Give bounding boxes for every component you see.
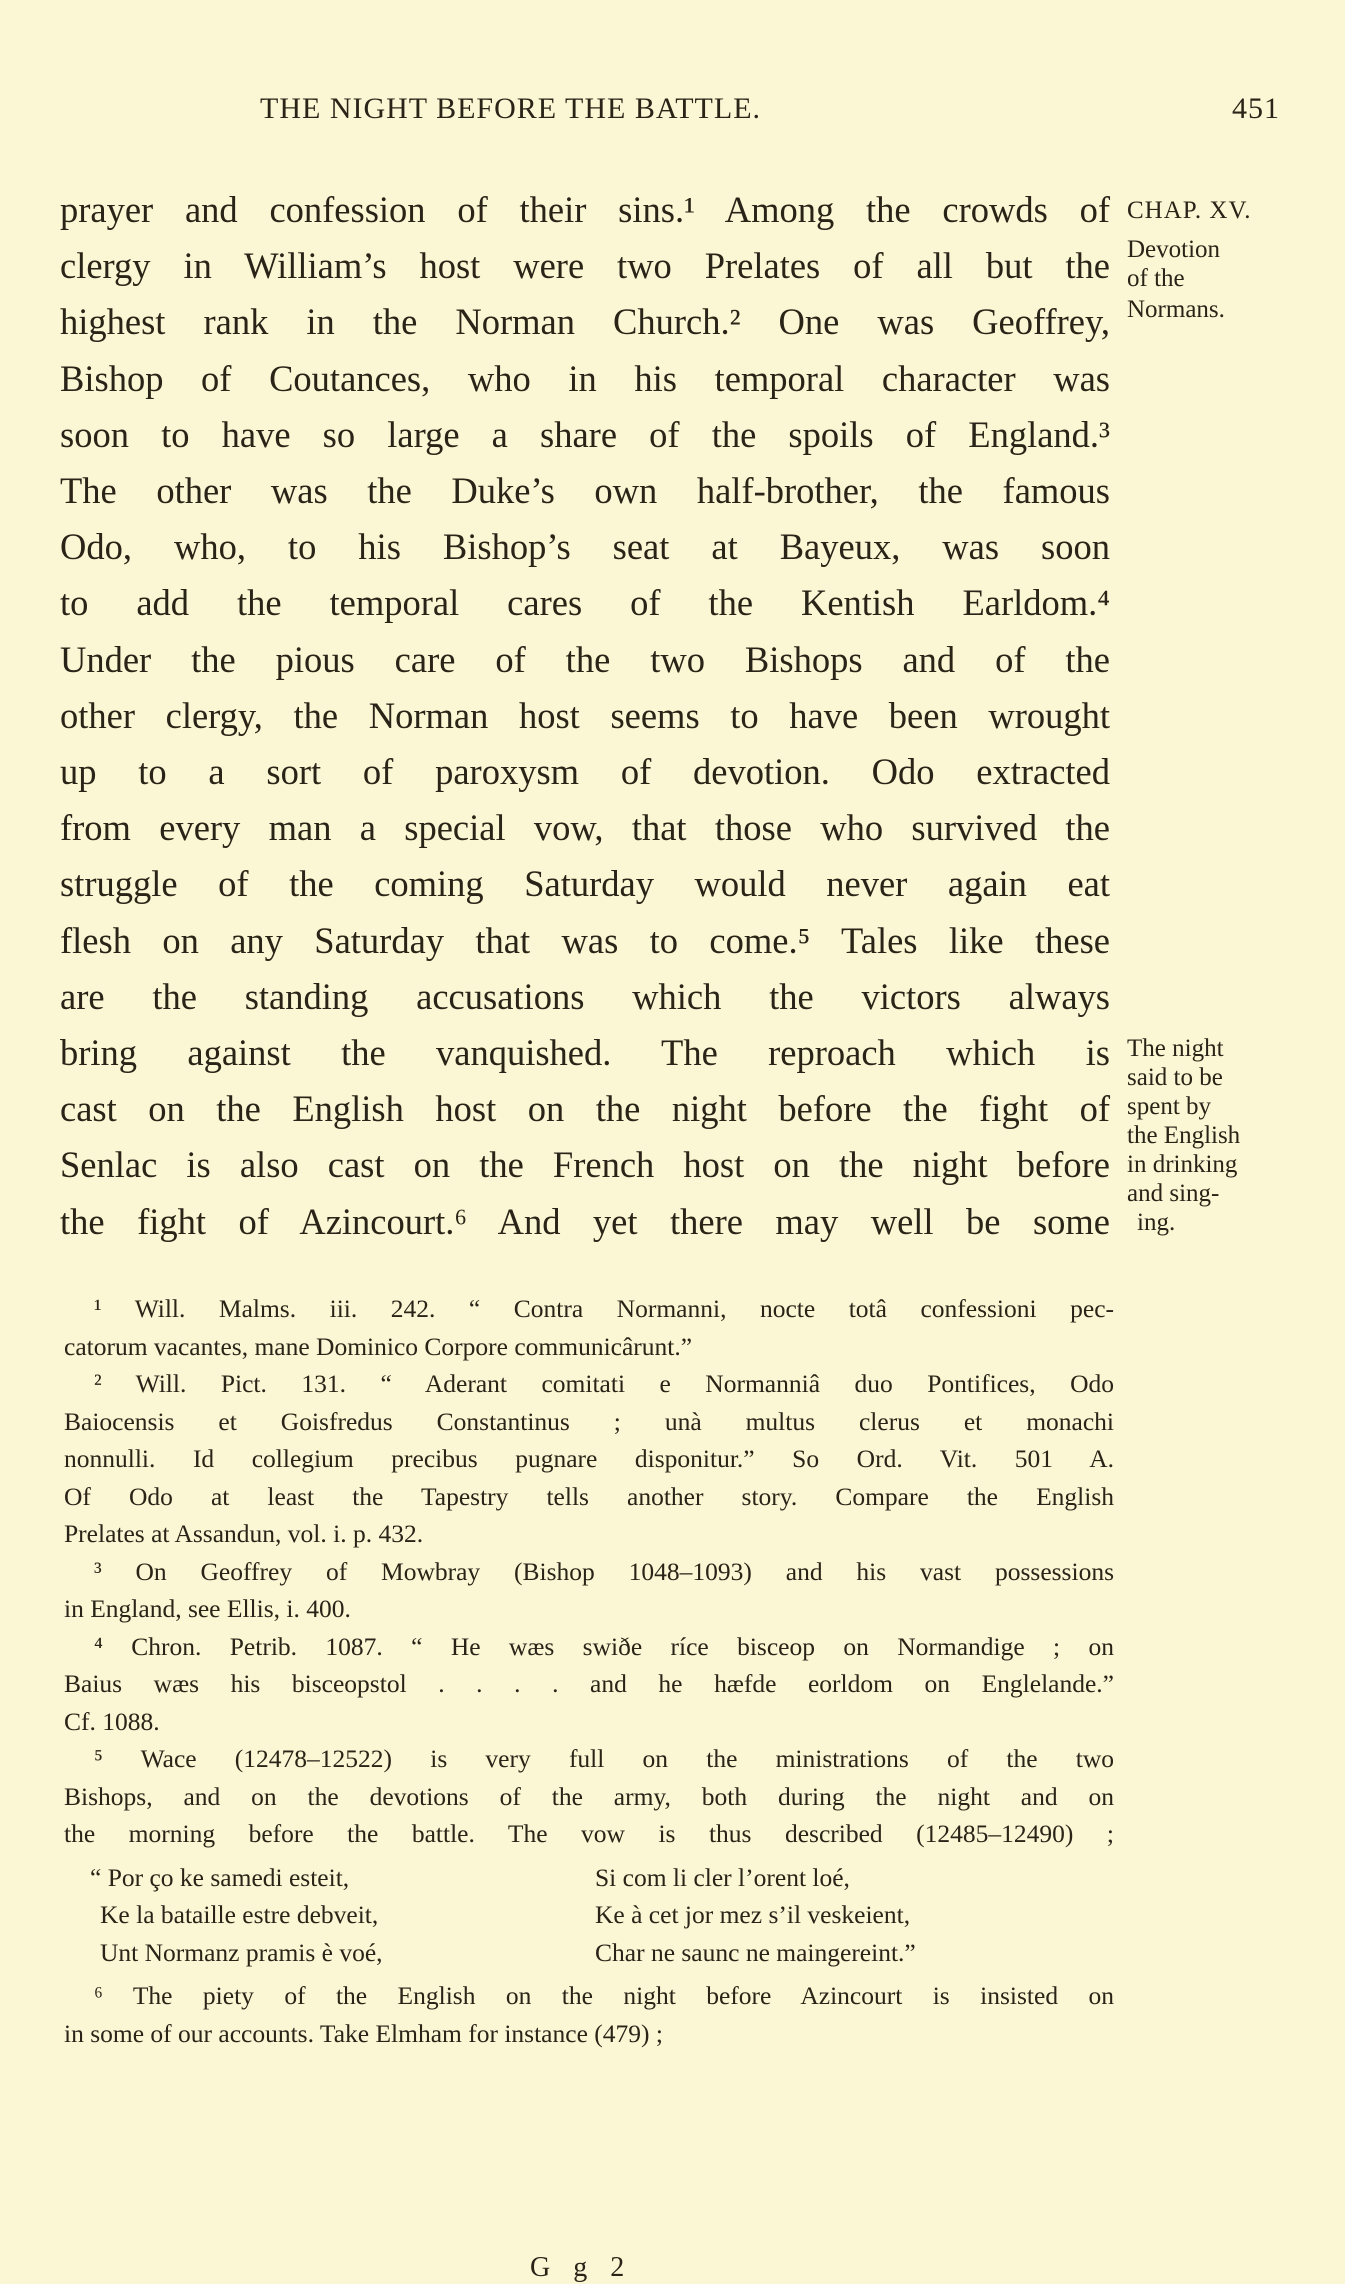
text-line: are the standing accusations which the victors always xyxy=(60,975,1110,1017)
text-line: prayer and confession of their sins.¹ Among the crowds of xyxy=(60,189,1110,230)
footnote-line: ¹ Will. Malms. iii. 242. “ Contra Normanni, nocte totâ confessioni pec- xyxy=(94,1294,1114,1323)
margin-line: ing. xyxy=(1137,1209,1176,1236)
text-line: The other was the Duke’s own half-brother, the famous xyxy=(60,470,1110,512)
text-line: cast on the English host on the night before the fight of xyxy=(60,1088,1110,1130)
margin-line: Normans. xyxy=(1127,296,1225,323)
text-line: the fight of Azincourt.⁶ And yet there may well be some xyxy=(60,1200,1110,1242)
footnotes xyxy=(64,1290,1114,2052)
margin-line: spent by xyxy=(1127,1093,1212,1120)
running-title: THE NIGHT BEFORE THE BATTLE. xyxy=(260,92,762,125)
margin-line: and sing- xyxy=(1127,1180,1220,1207)
text-line: struggle of the coming Saturday would never again eat xyxy=(60,863,1110,905)
footnote-line: ² Will. Pict. 131. “ Aderant comitati e Normanniâ duo Pontifices, Odo xyxy=(94,1369,1114,1398)
verse-quote xyxy=(64,1859,1114,1972)
margin-line: said to be xyxy=(1127,1064,1223,1091)
footnote-line: in some of our accounts. Take Elmham for instance (479) ; xyxy=(64,2018,663,2048)
main-text xyxy=(60,182,1110,1250)
text-line: soon to have so large a share of the spoils of England.³ xyxy=(60,413,1110,455)
verse-left-column xyxy=(90,1859,595,1972)
verse-line: Char ne saunc ne maingereint.” xyxy=(595,1937,916,1967)
verse-line: Ke à cet jor mez s’il veskeient, xyxy=(595,1900,911,1929)
footnote-line: ⁶ The piety of the English on the night before Azincourt is insisted on xyxy=(94,1981,1114,2010)
margin-line: Devotion xyxy=(1127,236,1221,263)
margin-line: the English xyxy=(1127,1122,1241,1149)
footnote-line: ³ On Geoffrey of Mowbray (Bishop 1048–1093) and his vast possessions xyxy=(94,1556,1114,1586)
footnote-line: in England, see Ellis, i. 400. xyxy=(64,1594,351,1623)
footnote-line: Bishops, and on the devotions of the army, both during the night and on xyxy=(64,1781,1114,1811)
text-line: Senlac is also cast on the French host on the night before xyxy=(60,1144,1110,1186)
text-line: flesh on any Saturday that was to come.⁵ Tales like these xyxy=(60,919,1110,961)
margin-line: The night xyxy=(1127,1035,1224,1062)
text-line: Odo, who, to his Bishop’s seat at Bayeux, was soon xyxy=(60,526,1110,568)
footnote-line: ⁴ Chron. Petrib. 1087. “ He wæs swiðe ríce bisceop on Normandige ; on xyxy=(94,1631,1114,1661)
text-line: to add the temporal cares of the Kentish Earldom.⁴ xyxy=(60,582,1110,624)
chapter-label: CHAP. XV. xyxy=(1127,197,1252,224)
text-line: highest rank in the Norman Church.² One was Geoffrey, xyxy=(60,301,1110,343)
margin-line: in drinking xyxy=(1127,1151,1238,1178)
text-line: up to a sort of paroxysm of devotion. Odo extracted xyxy=(60,751,1110,793)
text-line: from every man a special vow, that those who survived the xyxy=(60,807,1110,849)
margin-line: of the xyxy=(1127,265,1185,292)
page-number: 451 xyxy=(1232,92,1280,125)
text-line: bring against the vanquished. The reproach which is xyxy=(60,1032,1110,1074)
footnote-line: Prelates at Assandun, vol. i. p. 432. xyxy=(64,1519,424,1548)
margin-note-night xyxy=(1127,1034,1332,1237)
footnote-line: Baius wæs his bisceopstol . . . . and he hæfde eorldom on Englelande.” xyxy=(64,1669,1114,1698)
margin-note-devotion xyxy=(1127,196,1332,324)
text-line: Under the pious care of the two Bishops and of the xyxy=(60,638,1110,680)
verse-line: “ Por ço ke samedi esteit, xyxy=(90,1862,350,1892)
text-line: Bishop of Coutances, who in his temporal character was xyxy=(60,357,1110,399)
verse-right-column xyxy=(595,1859,1100,1972)
text-line: clergy in William’s host were two Prelates of all but the xyxy=(60,245,1110,287)
footnote-line: Baiocensis et Goisfredus Constantinus ; unà multus clerus et monachi xyxy=(64,1406,1114,1436)
footnote-line: ⁵ Wace (12478–12522) is very full on the ministrations of the two xyxy=(94,1744,1114,1773)
verse-line: Si com li cler l’orent loé, xyxy=(595,1862,850,1892)
footnote-line: catorum vacantes, mane Dominico Corpore communicârunt.” xyxy=(64,1331,693,1361)
verse-line: Unt Normanz pramis è voé, xyxy=(100,1937,383,1967)
signature-mark: G g 2 xyxy=(530,2252,633,2283)
footnote-line: the morning before the battle. The vow is thus described (12485–12490) ; xyxy=(64,1819,1114,1848)
text-line: other clergy, the Norman host seems to have been wrought xyxy=(60,694,1110,736)
verse-line: Ke la bataille estre debveit, xyxy=(100,1900,379,1929)
footnote-line: Of Odo at least the Tapestry tells another story. Compare the English xyxy=(64,1481,1114,1511)
footnote-line: nonnulli. Id collegium precibus pugnare disponitur.” So Ord. Vit. 501 A. xyxy=(64,1444,1114,1473)
footnote-line: Cf. 1088. xyxy=(64,1706,160,1736)
